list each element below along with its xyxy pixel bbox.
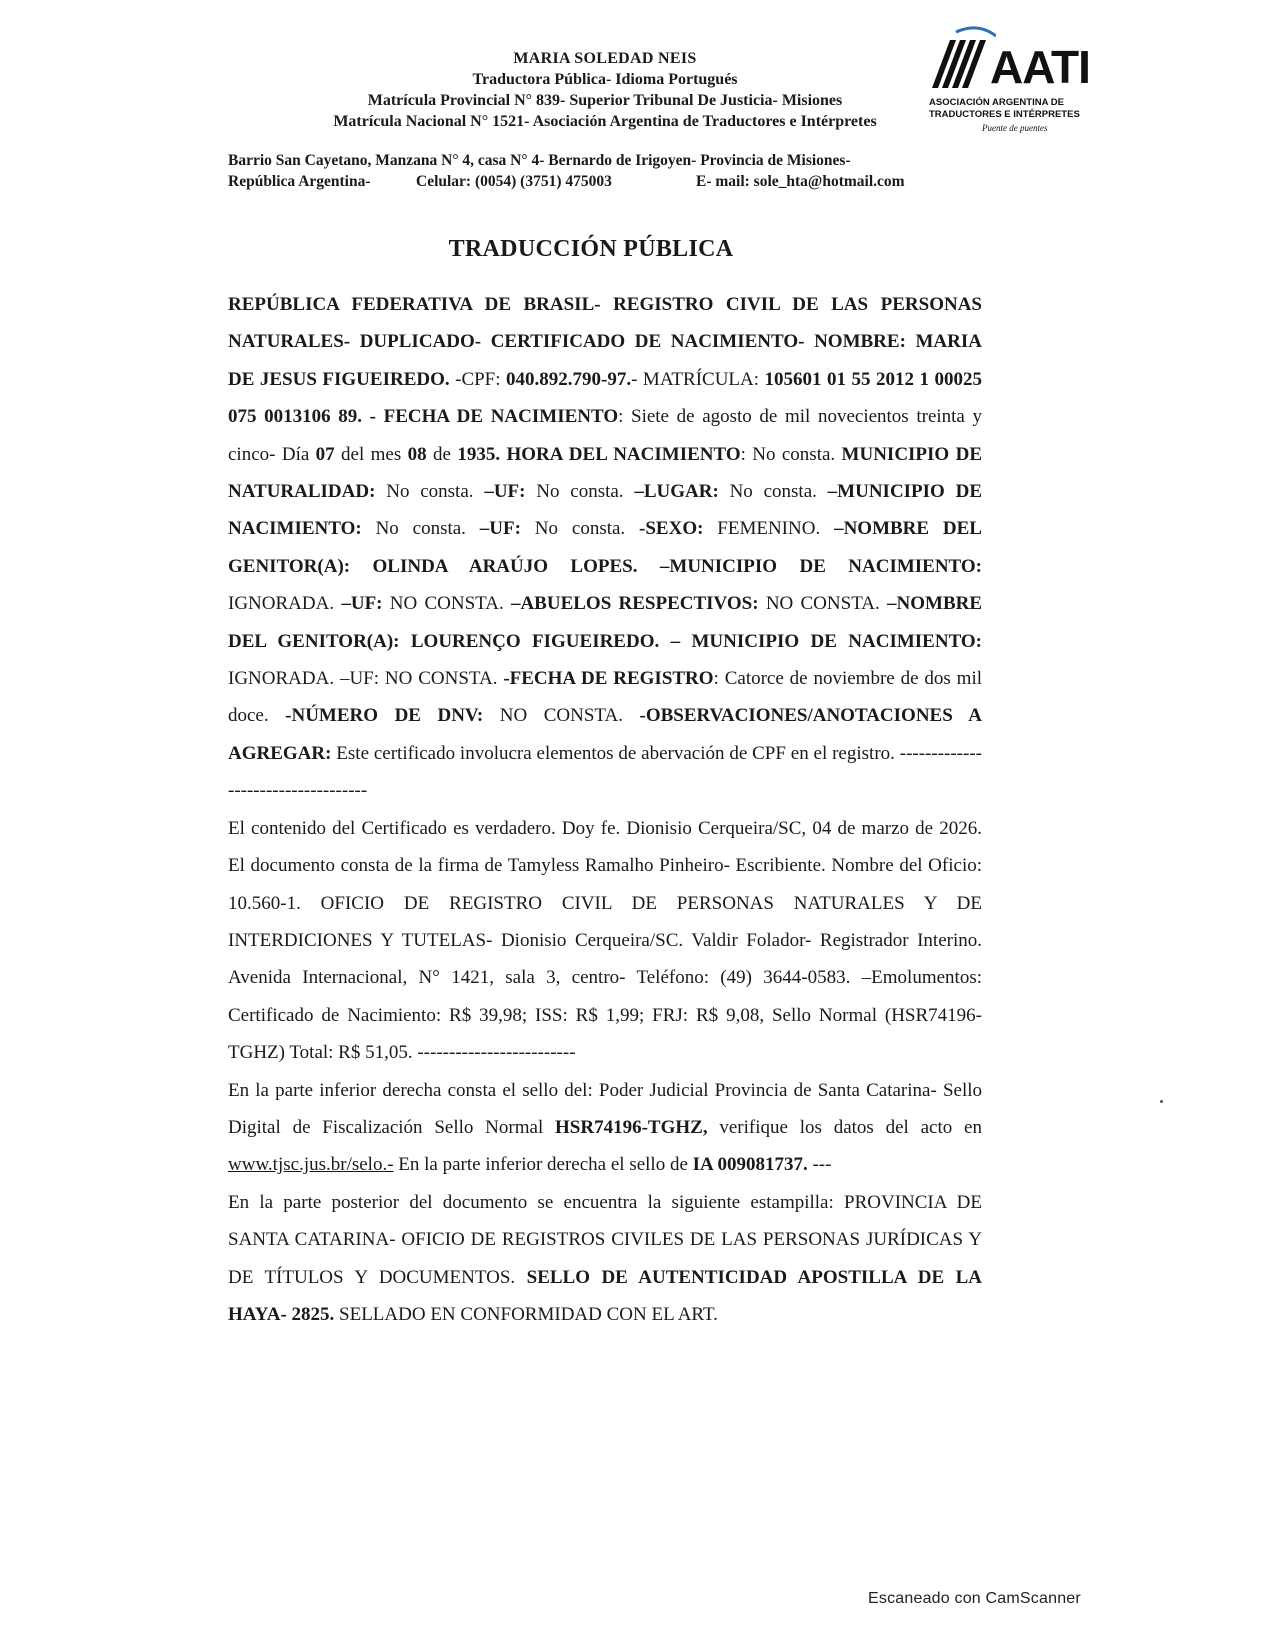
text-run: 08 xyxy=(407,443,427,465)
text-run: No consta. xyxy=(520,518,640,540)
text-run: El contenido del Certificado es verdadero. Doy fe. Dionisio Cerqueira/SC, 04 de marzo de 2026. El documento consta de la firma de Tamyless Ramalho Pinheiro- Escribiente. Nombre del Oficio: 10.560-1. OFICIO DE REGISTRO CIVIL DE PERSONAS NATURALES Y DE INTERDICIONES Y TUTELAS- Dionisio Cerqueira/SC. Valdir Folador- Registrador Interino. Avenida Internacional, N° 1421, sala 3, centro- Teléfono: (49) 3644-0583. –Emolumentos: Certificado de Nacimiento: R$ 39,98; ISS: R$ 1,99; FRJ: R$ 9,08, Sello Normal (HSR74196-TGHZ) Total: R$ 51,05. ------------------------- xyxy=(228,817,982,1064)
text-run: –NOMBRE DEL GENITOR(A): LOURENÇO FIGUEIREDO. – MUNICIPIO DE NACIMIENTO: xyxy=(228,593,983,652)
scanner-watermark: Escaneado con CamScanner xyxy=(868,1590,1081,1607)
document-title: TRADUCCIÓN PÚBLICA xyxy=(448,236,734,262)
text-run: –ABUELOS RESPECTIVOS: xyxy=(510,593,759,615)
text-run: –UF: xyxy=(341,593,383,615)
translator-role: Traductora Pública- Idioma Portugués xyxy=(472,71,738,88)
document-body xyxy=(228,286,982,1333)
text-run: --- xyxy=(807,1154,832,1176)
aati-org-line2: TRADUCTORES E INTÉRPRETES xyxy=(929,109,1080,120)
text-run: - MATRÍCULA: xyxy=(631,368,765,390)
phone: Celular: (0054) (3751) 475003 xyxy=(416,173,612,190)
text-run: –UF: xyxy=(479,518,521,540)
text-run: : Siete de agosto de mil novecientos treinta y cinco- Día xyxy=(228,406,982,465)
paragraph-attestation xyxy=(228,810,982,1072)
text-run: verifique los datos del acto en xyxy=(707,1116,982,1138)
text-run[interactable]: www.tjsc.jus.br/selo.- xyxy=(228,1154,394,1176)
text-run: IGNORADA. xyxy=(228,593,342,615)
address-line: Barrio San Cayetano, Manzana N° 4, casa N° 4- Bernardo de Irigoyen- Provincia de Misiones- xyxy=(228,152,851,169)
aati-logo xyxy=(926,18,1090,133)
text-run: No consta. xyxy=(361,518,480,540)
text-run: No consta. xyxy=(375,481,485,503)
text-run: HSR74196-TGHZ, xyxy=(555,1116,708,1138)
letterhead xyxy=(290,48,920,132)
text-run: NO CONSTA. xyxy=(382,593,511,615)
text-run: SELLO DE AUTENTICIDAD APOSTILLA DE LA HAYA- 2825. xyxy=(228,1266,982,1325)
aati-arch-icon xyxy=(926,18,996,98)
text-run: –MUNICIPIO DE NACIMIENTO: xyxy=(228,481,983,540)
paragraph-stamp xyxy=(228,1184,982,1334)
text-run: : Catorce de noviembre de dos mil doce. xyxy=(228,668,983,727)
provincial-registration: Matrícula Provincial N° 839- Superior Tribunal De Justicia- Misiones xyxy=(367,92,843,109)
text-run: 105601 01 55 2012 1 00025 075 0013106 89. - FECHA DE NACIMIENTO xyxy=(228,368,983,428)
text-run: FEMENINO. xyxy=(703,518,835,540)
translator-name: MARIA SOLEDAD NEIS xyxy=(513,50,697,67)
aati-org-line1: ASOCIACIÓN ARGENTINA DE xyxy=(929,97,1064,108)
paragraph-seal xyxy=(228,1072,982,1184)
text-run: SELLADO EN CONFORMIDAD CON EL ART. xyxy=(334,1303,718,1325)
text-run: –NOMBRE DEL GENITOR(A): OLINDA ARAÚJO LOPES. –MUNICIPIO DE NACIMIENTO: xyxy=(228,518,982,577)
text-run: REPÚBLICA FEDERATIVA DE BRASIL- REGISTRO CIVIL DE LAS PERSONAS NATURALES- DUPLICADO- CERTIFICADO DE NACIMIENTO- NOMBRE: MARIA DE JESUS FIGUEIREDO. xyxy=(228,294,982,390)
text-run: -CPF: xyxy=(449,368,507,390)
text-run: del mes xyxy=(334,443,408,465)
text-run: En la parte posterior del documento se encuentra la siguiente estampilla: PROVINCIA DE SANTA CATARINA- OFICIO DE REGISTROS CIVILES DE LAS PERSONAS JURÍDICAS Y DE TÍTULOS Y DOCUMENTOS. xyxy=(228,1191,982,1288)
text-run: -SEXO: xyxy=(639,518,704,540)
scan-speck xyxy=(1160,1100,1163,1103)
text-run: Este certificado involucra elementos de abervación de CPF en el registro. ----------------------------------- xyxy=(228,742,982,802)
text-run: -NÚMERO DE DNV: xyxy=(285,705,484,727)
text-run: -OBSERVACIONES/ANOTACIONES A AGREGAR: xyxy=(228,705,982,764)
text-run: IA 009081737. xyxy=(692,1154,808,1176)
text-run: 040.892.790-97. xyxy=(506,368,632,390)
national-registration: Matrícula Nacional N° 1521- Asociación Argentina de Traductores e Intérpretes xyxy=(333,113,877,130)
text-run: 07 xyxy=(315,443,335,465)
text-run: : No consta. xyxy=(740,443,842,465)
aati-acronym: AATI xyxy=(990,41,1090,93)
text-run: No consta. xyxy=(718,481,828,503)
text-run: –UF: xyxy=(484,481,526,503)
text-run: 1935. HORA DEL NACIMIENTO xyxy=(457,443,741,465)
text-run: -FECHA DE REGISTRO xyxy=(503,668,714,690)
text-run: En la parte inferior derecha consta el sello del: Poder Judicial Provincia de Santa Catarina- Sello Digital de Fiscalización Sello Normal xyxy=(228,1079,982,1138)
contact-block xyxy=(228,150,948,192)
aati-motto: Puente de puentes xyxy=(982,123,1048,133)
text-run: NO CONSTA. xyxy=(483,705,640,727)
text-run: IGNORADA. –UF: NO CONSTA. xyxy=(228,668,504,690)
text-run: de xyxy=(426,443,458,465)
email: E- mail: sole_hta@hotmail.com xyxy=(696,173,905,190)
text-run: No consta. xyxy=(525,481,635,503)
text-run: –LUGAR: xyxy=(634,481,719,503)
paragraph-certificate-data xyxy=(228,286,982,810)
country: República Argentina- xyxy=(228,173,371,190)
text-run: NO CONSTA. xyxy=(758,593,888,615)
text-run: En la parte inferior derecha el sello de xyxy=(393,1154,693,1176)
text-run: MUNICIPIO DE NATURALIDAD: xyxy=(228,443,982,503)
